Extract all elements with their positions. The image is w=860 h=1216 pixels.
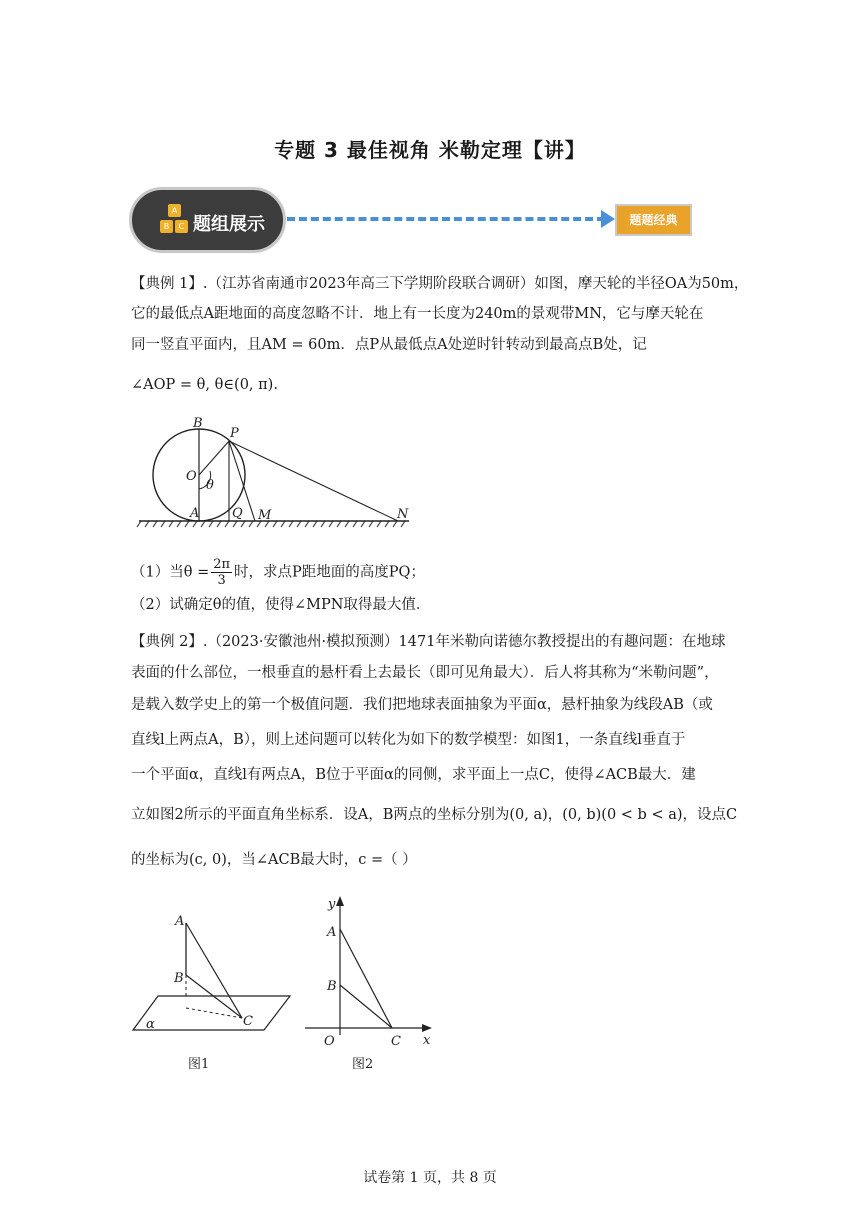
ex2-line6: 立如图2所示的平面直角坐标系．设A，B两点的坐标分别为(0, a)，(0, b)(0 < b < a)，设点C (131, 807, 738, 823)
fig2-label-C: C (391, 1034, 401, 1049)
ex2-line5: 一个平面α，直线l有两点A，B位于平面α的同侧，求平面上一点C，使得∠ACB最大．建 (131, 767, 696, 783)
ex2-line2: 表面的什么部位，一根垂直的悬杆看上去最长（即可见角最大）．后人将其称为“米勒问题”， (131, 665, 719, 681)
fig1-label-B: B (174, 971, 184, 986)
page-footer: 试卷第 1 页，共 8 页 (363, 1170, 497, 1186)
ex2-line7: 的坐标为(c, 0)，当∠ACB最大时，c =（ ） (131, 852, 417, 868)
figure-ferris-wheel (135, 416, 420, 532)
fig1-label-C: C (243, 1014, 253, 1029)
fig2-label-x: x (423, 1033, 431, 1048)
ex2-line3: 是载入数学史上的第一个极值问题．我们把地球表面抽象为平面α，悬杆抽象为线段AB（或 (131, 697, 713, 713)
fig2-label-A: A (327, 925, 337, 940)
q1-suffix: 时，求点P距地面的高度PQ； (234, 564, 425, 581)
classic-tag: 题题经典 (615, 204, 692, 236)
fig1-label-A: A (175, 914, 185, 929)
label-N: N (397, 507, 409, 522)
ex2-line1: 【典例 2】.（2023·安徽池州·模拟预测）1471年米勒向诺德尔教授提出的有趣问题：在地球 (131, 634, 726, 650)
label-A: A (190, 506, 200, 521)
abc-blocks-icon (160, 204, 190, 238)
q1-numerator: 2π (213, 557, 231, 572)
arrow-head-icon (601, 210, 615, 228)
label-P: P (230, 426, 239, 441)
figure-2-axes (300, 893, 440, 1075)
ex1-line2: 它的最低点A距地面的高度忽略不计．地上有一长度为240m的景观带MN，它与摩天轮在 (131, 306, 704, 322)
fig2-label-B: B (327, 979, 337, 994)
q1-prefix: （1）当θ = (131, 564, 210, 581)
fig2-label-O: O (324, 1034, 335, 1049)
label-M: M (258, 508, 272, 523)
block-b: B (160, 220, 173, 233)
q1-denominator: 3 (217, 573, 226, 588)
fig2-caption: 图2 (352, 1057, 374, 1072)
ex1-question2: （2）试确定θ的值，使得∠MPN取得最大值． (131, 597, 431, 613)
label-B: B (193, 416, 203, 431)
ex1-line4: ∠AOP = θ, θ∈(0, π). (131, 377, 278, 393)
fig1-label-alpha: α (146, 1017, 155, 1032)
page-title: 专题 3 最佳视角 米勒定理【讲】 (274, 138, 586, 162)
section-banner (129, 187, 286, 253)
ex1-question1 (131, 557, 731, 588)
dashed-arrow-line (287, 217, 605, 221)
label-theta: θ (206, 478, 214, 493)
label-Q: Q (232, 506, 243, 521)
label-O: O (186, 469, 197, 484)
ex2-line4: 直线l上两点A，B），则上述问题可以转化为如下的数学模型：如图1，一条直线l垂直于 (131, 732, 686, 748)
q1-fraction (211, 557, 232, 588)
fig2-label-y: y (328, 897, 336, 912)
block-a: A (168, 204, 181, 217)
banner-label: 题组展示 (193, 214, 265, 235)
figure-1-plane (130, 905, 295, 1075)
ex1-line1: 【典例 1】.（江苏省南通市2023年高三下学期阶段联合调研）如图，摩天轮的半径OA为50m， (131, 276, 749, 292)
block-c: C (175, 220, 188, 233)
ex1-line3: 同一竖直平面内，且AM = 60m．点P从最低点A处逆时针转动到最高点B处，记 (131, 337, 647, 353)
fig1-caption: 图1 (188, 1057, 210, 1072)
